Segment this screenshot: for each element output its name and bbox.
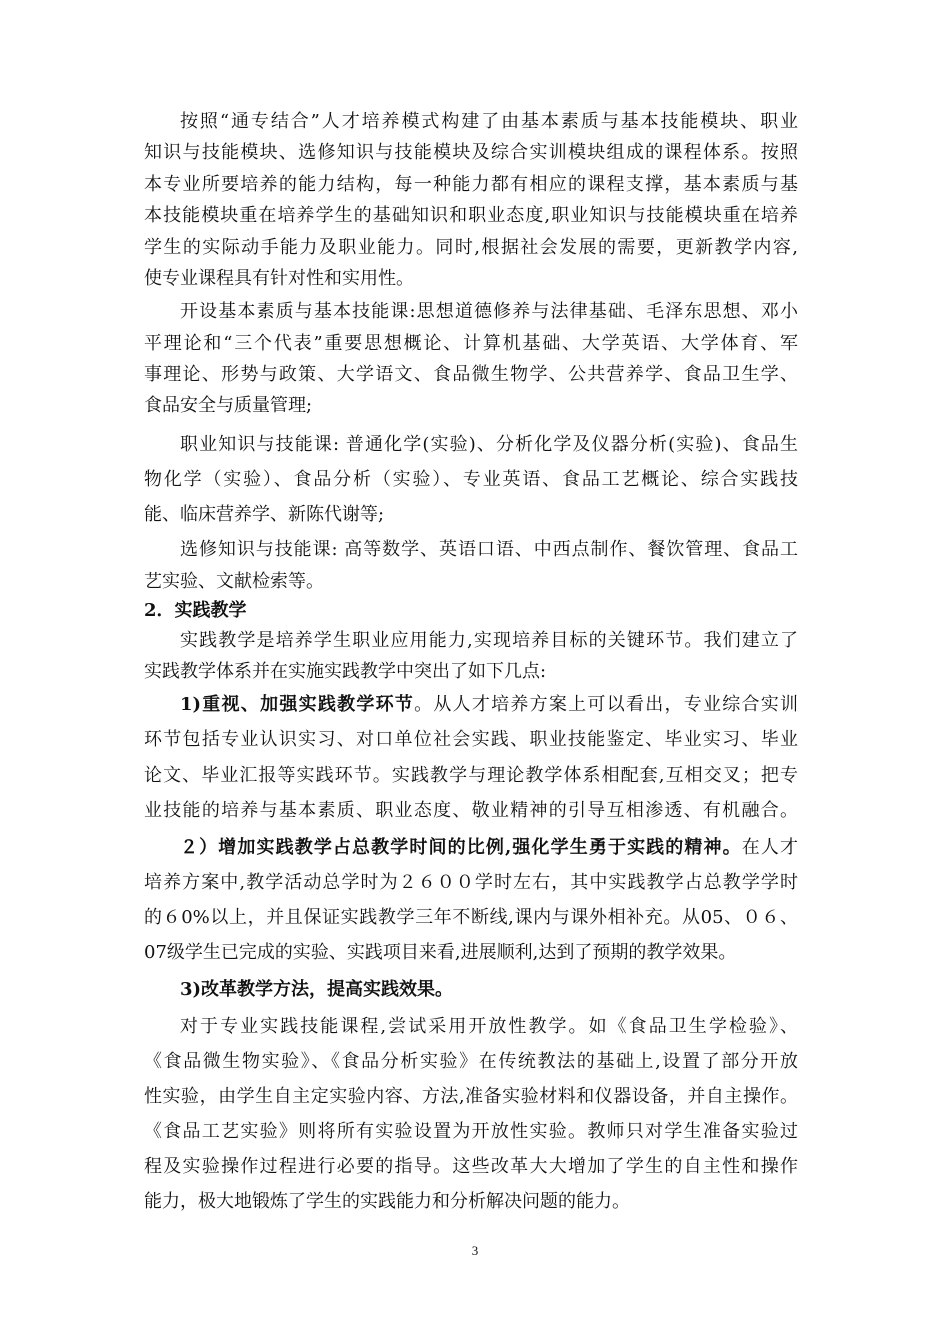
text-line: 职业知识与技能课: 普通化学(实验)、分析化学及仪器分析(实验)、食品生 (180, 434, 798, 455)
text-line: 培养方案中,教学活动总学时为２６００学时左右，其中实践教学占总教学学时 (144, 872, 798, 893)
text-line: 物化学（实验）、食品分析（实验）、专业英语、食品工艺概论、综合实践技 (144, 469, 798, 490)
text-line: 艺实验、文献检索等。 (144, 571, 324, 592)
text-line: 学生的实际动手能力及职业能力。同时,根据社会发展的需要，更新教学内容, (144, 237, 798, 258)
text-line: 平理论和“三个代表”重要思想概论、计算机基础、大学英语、大学体育、军 (144, 333, 798, 354)
text-line: 业技能的培养与基本素质、职业态度、敬业精神的引导互相渗透、有机融合。 (144, 800, 798, 821)
bold-lead: 1)重视、加强实践教学环节 (180, 694, 415, 715)
text-line: 环节包括专业认识实习、对口单位社会实践、职业技能鉴定、毕业实习、毕业 (144, 729, 798, 750)
page-number: 3 (471, 1243, 479, 1258)
line-rest: 。从人才培养方案上可以看出，专业综合实训 (414, 694, 798, 715)
text-line: 《食品工艺实验》则将所有实验设置为开放性实验。教师只对学生准备实验过 (144, 1121, 798, 1142)
text-line (180, 693, 798, 717)
text-line: 实践教学是培养学生职业应用能力,实现培养目标的关键环节。我们建立了 (180, 630, 798, 651)
text-line: 本专业所要培养的能力结构，每一种能力都有相应的课程支撑，基本素质与基 (144, 174, 798, 195)
text-line: 论文、毕业汇报等实践环节。实践教学与理论教学体系相配套,互相交叉；把专 (144, 765, 798, 786)
text-line: 食品安全与质量管理; (144, 395, 313, 416)
section-heading: 2．实践教学 (144, 600, 247, 621)
text-line: 07级学生已完成的实验、实践项目来看,进展顺利,达到了预期的教学效果。 (144, 942, 737, 963)
text-line: 性实验，由学生自主定实验内容、方法,准备实验材料和仪器设备，并自主操作。 (144, 1086, 798, 1107)
text-line: 使专业课程具有针对性和实用性。 (144, 268, 414, 289)
line-rest: 在人才 (741, 837, 798, 858)
text-line: 知识与技能模块、选修知识与技能模块及综合实训模块组成的课程体系。按照 (144, 142, 798, 163)
text-line (180, 836, 798, 860)
text-line: 实践教学体系并在实施实践教学中突出了如下几点: (144, 661, 547, 682)
text-line: 《食品微生物实验》、《食品分析实验》在传统教法的基础上,设置了部分开放 (144, 1051, 798, 1072)
text-line: 开设基本素质与基本技能课:思想道德修养与法律基础、毛泽东思想、邓小 (180, 301, 798, 322)
text-line: 的６0%以上，并且保证实践教学三年不断线,课内与课外相补充。从05、０６、 (144, 907, 798, 928)
bold-lead: 3)改革教学方法，提高实践效果。 (180, 979, 454, 1000)
text-line: 事理论、形势与政策、大学语文、食品微生物学、公共营养学、食品卫生学、 (144, 364, 798, 385)
text-line (180, 978, 453, 1002)
text-line: 选修知识与技能课: 高等数学、英语口语、中西点制作、餐饮管理、食品工 (180, 539, 798, 560)
bold-lead: ２）增加实践教学占总教学时间的比例,强化学生勇于实践的精神。 (180, 837, 742, 858)
text-line: 按照“通专结合”人才培养模式构建了由基本素质与基本技能模块、职业 (180, 111, 798, 132)
text-line: 能、临床营养学、新陈代谢等; (144, 504, 385, 525)
text-line: 程及实验操作过程进行必要的指导。这些改革大大增加了学生的自主性和操作 (144, 1156, 798, 1177)
text-line: 本技能模块重在培养学生的基础知识和职业态度,职业知识与技能模块重在培养 (144, 205, 798, 226)
text-line: 能力，极大地锻炼了学生的实践能力和分析解决问题的能力。 (144, 1191, 630, 1212)
text-line: 对于专业实践技能课程,尝试采用开放性教学。如《食品卫生学检验》、 (180, 1016, 798, 1037)
